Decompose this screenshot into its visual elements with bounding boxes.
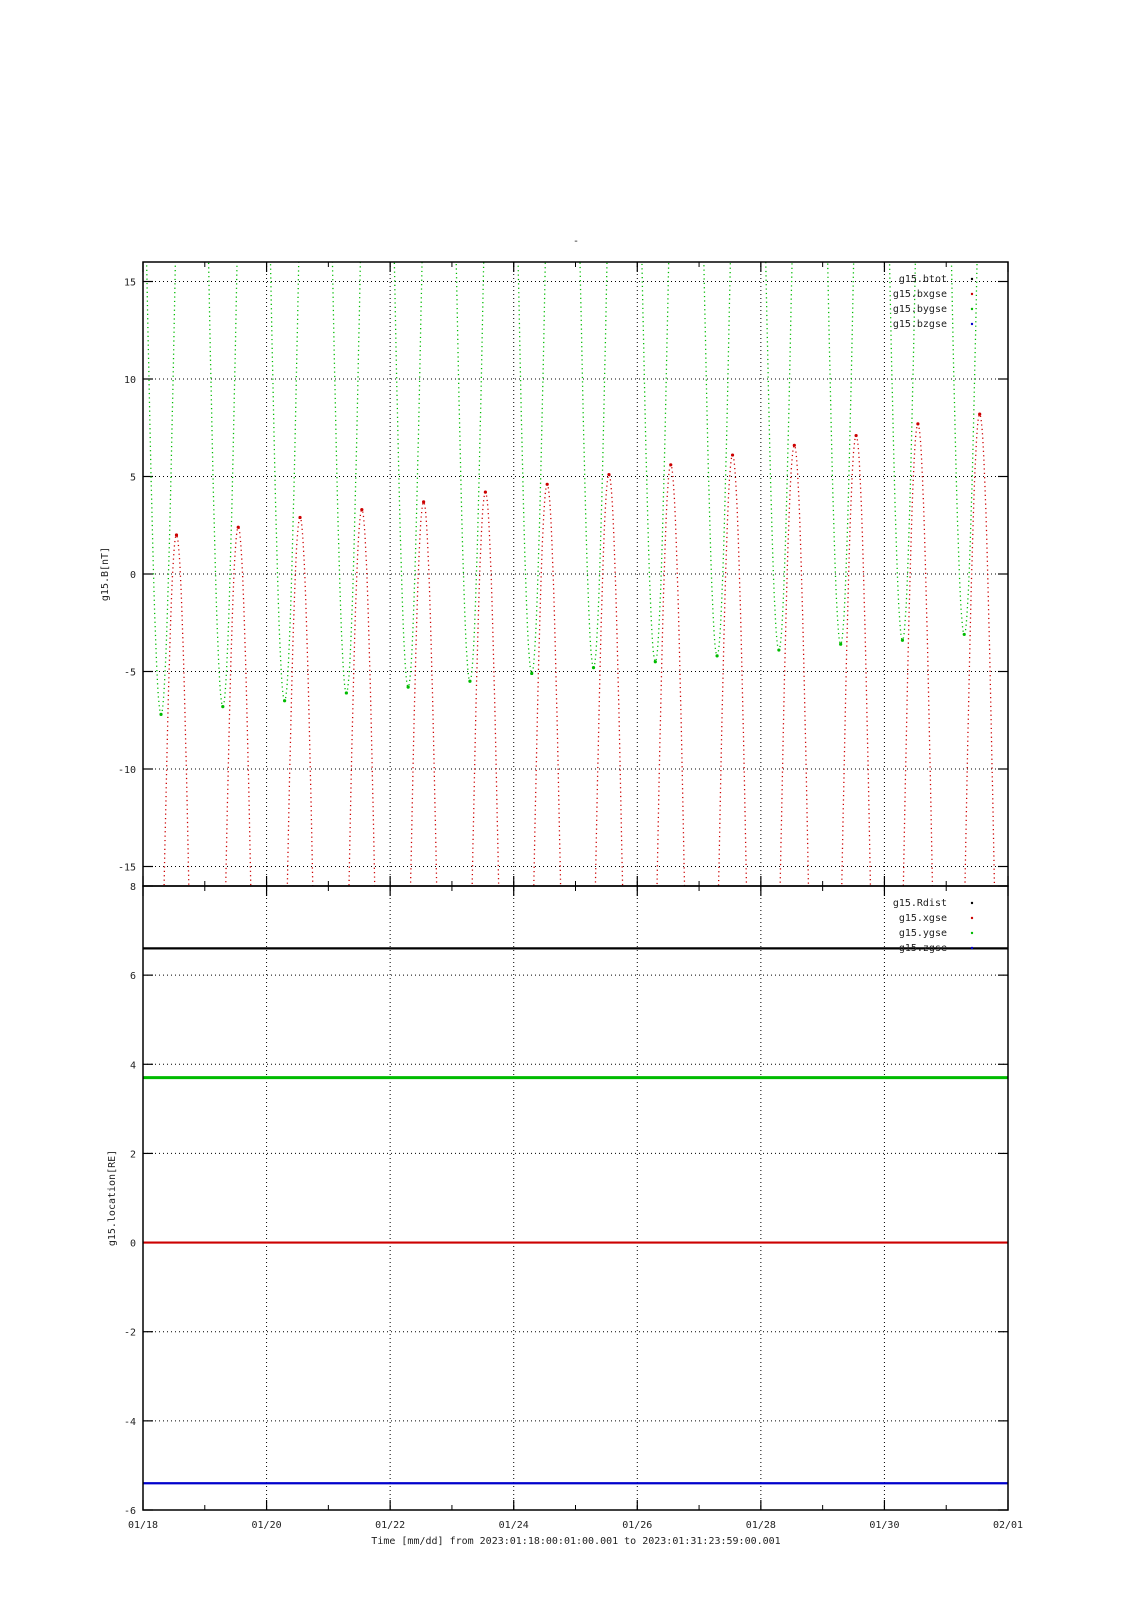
x-tick-label: 01/26 [622,1520,653,1531]
data-point-bygse-min [592,666,595,669]
y-tick-label: 10 [123,375,136,386]
y-axis-label: g15.B[nT] [100,546,111,602]
x-axis-label: Time [mm/dd] from 2023:01:18:00:01:00.001 to 2023:01:31:23:59:00.001 [371,1536,781,1547]
x-tick-label: 01/18 [127,1520,159,1531]
data-point-bxgse-max [546,483,549,486]
legend-swatch [971,308,973,310]
series-line-bxgse [143,414,1008,1549]
legend-swatch [971,917,973,919]
series-group [143,948,1008,1483]
y-tick-label: 6 [129,971,136,983]
legend-swatch [971,323,973,325]
data-point-bygse-min [777,648,780,651]
y-tick-label: -5 [123,667,136,679]
data-point-bxgse-max [422,500,425,503]
data-point-bxgse-max [607,473,610,476]
data-point-bxgse-max [855,434,858,437]
legend-entry: g15.Rdist [892,898,947,909]
y-tick-label: 8 [129,882,136,893]
y-tick-label: 0 [129,570,136,581]
data-point-bygse-min [715,654,718,657]
y-tick-label: -10 [117,765,136,776]
legend-entry: g15.xgse [898,913,947,924]
y-tick-label: -6 [123,1506,136,1517]
data-point-bxgse-max [793,444,796,447]
data-point-bxgse-max [484,491,487,494]
chart-title-mark: - [572,236,580,247]
y-tick-label: 5 [129,472,136,484]
y-tick-label: -4 [123,1416,136,1428]
x-tick-label: 02/01 [992,1520,1024,1531]
x-tick-label: 01/28 [745,1520,776,1531]
plot-frame [143,886,1008,1510]
y-tick-label: 15 [123,277,136,289]
legend-swatch [971,278,973,280]
data-point-bygse-min [654,660,657,663]
legend-entry: g15.bzgse [892,319,947,330]
y-tick-label: 2 [129,1149,136,1161]
legend-entry: g15.zgse [898,943,947,954]
legend-entry: g15.btot [898,274,947,285]
data-point-bygse-min [839,643,842,646]
data-point-bxgse-max [669,463,672,466]
y-tick-label: 4 [129,1060,136,1072]
legend-swatch [971,947,973,949]
y-tick-label: -15 [117,862,136,874]
data-point-bygse-min [530,672,533,675]
x-tick-label: 01/30 [869,1520,900,1531]
x-tick-label: 01/20 [251,1520,282,1531]
data-point-bygse-min [963,633,966,636]
panel-location [107,882,1008,1517]
y-tick-label: 0 [129,1238,136,1250]
data-point-bxgse-max [298,516,301,519]
panel-magnetic-field [100,0,1008,1549]
legend-entry: g15.ygse [898,928,947,939]
legend-entry: g15.bygse [892,304,947,315]
series-line-bygse [143,0,1008,714]
data-point-bygse-min [901,639,904,642]
data-point-bygse-min [407,686,410,689]
legend-swatch [971,902,973,904]
data-point-bxgse-max [916,422,919,425]
data-point-bxgse-max [237,526,240,529]
legend-swatch [971,932,973,934]
data-point-bygse-min [283,699,286,702]
series-group [143,0,1008,1549]
legend-swatch [971,293,973,295]
data-point-bygse-min [468,680,471,683]
data-point-bxgse-max [978,413,981,416]
y-tick-label: -2 [123,1327,136,1339]
data-point-bygse-min [159,713,162,716]
data-point-bygse-min [221,705,224,708]
time-axis [128,1520,1023,1531]
legend-entry: g15.bxgse [892,289,947,300]
y-axis-label: g15.location[RE] [107,1149,118,1247]
data-point-bxgse-max [360,508,363,511]
data-point-bxgse-max [175,533,178,536]
x-tick-label: 01/24 [498,1520,529,1531]
data-point-bygse-min [345,691,348,694]
data-point-bxgse-max [731,453,734,456]
x-tick-label: 01/22 [375,1520,406,1531]
